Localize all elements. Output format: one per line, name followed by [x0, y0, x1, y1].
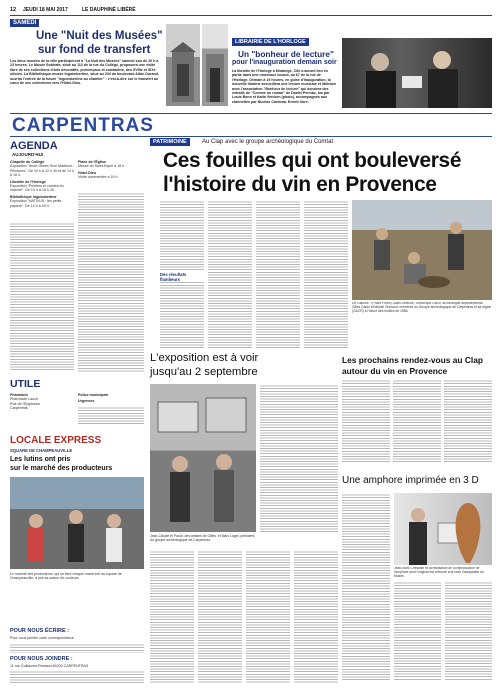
patrimoine-subhead: Des résultats flambeurs: [160, 272, 204, 282]
vin-promo: [342, 355, 492, 465]
excavation-photo: [352, 200, 492, 300]
vin-promo-col-3: [444, 379, 492, 463]
samedi-title-2: sur fond de transfert: [38, 44, 151, 56]
utile-item: Urgences: [78, 399, 95, 404]
patrimoine-column-3: [256, 200, 300, 348]
utile-text: [78, 406, 144, 424]
newspaper-name: LE DAUPHINÉ LIBÉRÉ: [82, 7, 136, 13]
utile-title: UTILE: [10, 378, 41, 390]
patrimoine-label: PATRIMOINE: [150, 138, 190, 146]
utile-item: Rue de l'Épiphanie: [10, 401, 41, 406]
utile-list-right: [78, 393, 144, 404]
vin-promo-col-2: [393, 379, 441, 463]
agenda-column: [10, 140, 145, 375]
amphore-col-1: [342, 493, 390, 681]
joindre-address: 11 rue Guillaume-Rostand 84200 CARPENTRAS: [10, 664, 89, 668]
librairie-title-2: pour l'inauguration demain soir: [232, 59, 337, 66]
city-name: CARPENTRAS: [12, 115, 154, 136]
ecrire-title: POUR NOUS ÉCRIRE :: [10, 628, 69, 634]
locale-express-headline-1: Les lutins ont pris: [10, 456, 71, 463]
expo-scene-drawing: [150, 384, 256, 532]
market-photo: [10, 477, 144, 569]
expo-col-3: [246, 550, 290, 684]
librairie-kicker: LIBRAIRIE DE L'HORLOGE: [232, 38, 309, 46]
joindre-title: POUR NOUS JOINDRE :: [10, 656, 73, 662]
museum-photo-1: [166, 24, 200, 106]
agenda-entry: Exposition "NATIVUS : les petits papiers". De 14 h à 18 h.: [10, 199, 62, 208]
librairie-lead: La librairie de l'Horloge à Mirabégé, Cité a auront lieu en partie dans une nouveaux locaux, au 67 de la rue de l'Horloge. Demain à 19 heures, en guise d'inauguration, la nouvelle librairie accueillera une lecture musicale et littéraire avec l'association "Bonheur de lecture" qui donnera des extraits de "Comme un roman" de Daniel Pennac, lus par Louis Bonn et Katia Vercken (photo), accompagnés aux clarinettes par Nicolas Cardona. Entrée libre.: [232, 69, 337, 104]
expo-title-2: jusqu'au 2 septembre: [150, 366, 258, 378]
agenda-list-right: [78, 160, 144, 180]
expo-text-right-top: [260, 384, 338, 532]
agenda-entry: Messe du Saint-Esprit à 18 h.: [78, 164, 126, 169]
ecrire-text: [10, 643, 144, 653]
agenda-entry: Visite commentée à 16 h.: [78, 175, 119, 180]
samedi-kicker: SAMEDI: [10, 19, 39, 27]
librairie-box: [232, 38, 340, 108]
librairie-title-1: Un "bonheur de lecture": [238, 49, 334, 59]
locale-express-title: LOCALE EXPRESS: [10, 435, 102, 446]
vin-promo-col-1: [342, 379, 390, 463]
locale-express-kicker: SQUARE DE CHAMPEAUVILLE: [10, 448, 73, 453]
market-caption: Le marché des producteurs, qui se tient chaque mardi soir au square de Champeauville, a pris sa saison de couleurs.: [10, 572, 122, 581]
museum-photo-2: [202, 24, 228, 106]
patrimoine-headline-2: l'histoire du vin en Provence: [163, 173, 437, 196]
samedi-lead: Les deux musées de la ville participeront à "La Nuit des Musées" samedi soir de 20 h à 23 heures. Le Musée Sobirats, situé au 112 de la rue du Collège, proposera une visite libre de ses collections d'arts décoratifs, provençaux et comtadins, des XVIIIe et XIXe siècles. La Bibliothèque-musée Inguimbertine, situé au 234 du boulevard Albin Durand, ouvrira l'entrée de la future "Inguimbertine au chantier" : c'est-à-dire sur le transfert au cœur de ses collections vers l'Hôtel-Dieu.: [10, 59, 159, 86]
amphore-col-3: [445, 581, 492, 681]
agenda-entry: Bibliothèque Inguimbertine: [10, 194, 57, 199]
market-scene-drawing: [10, 477, 144, 569]
reading-scene-drawing: [342, 38, 492, 108]
expo-col-1: [150, 550, 194, 684]
patrimoine-column-2: [208, 200, 252, 348]
amphore-caption: Jean-Marc Chevalier et la réalisation de la reproduction de l'amphore dont l'original est retrouvé à la cuve Gadapaotte au Musée.: [394, 567, 484, 578]
vin-promo-title-1: Les prochains rendez-vous au Clap: [342, 355, 484, 365]
ecrire-box: [10, 628, 145, 686]
agenda-text-left: [10, 222, 74, 372]
expo-article: [150, 352, 338, 686]
samedi-box: [10, 19, 162, 105]
agenda-entry: Librairie de l'Horloge: [10, 179, 46, 184]
patrimoine-article: [150, 138, 492, 348]
utile-box: [10, 378, 145, 426]
utile-item: Police municipale: [78, 393, 109, 397]
expo-caption: Jean-Claude et Paola, des artistes de Gilles, et Marc Laget, président du groupe archéologique de Carpentras.: [150, 534, 255, 542]
expo-col-4: [294, 550, 338, 684]
agenda-text-right: [78, 192, 144, 372]
utile-item: Pharmacie Lauzé: [10, 397, 38, 402]
excavation-scene-drawing: [352, 200, 492, 300]
locale-express: [10, 435, 145, 615]
museum-door-drawing: [202, 24, 228, 106]
ecrire-subtitle: Pour nous joindre votre correspondance: [10, 636, 74, 640]
museum-building-drawing: [166, 24, 200, 106]
patrimoine-column-4: [304, 200, 348, 348]
samedi-title-1: Une "Nuit des Musées": [36, 30, 163, 42]
expo-title-1: L'exposition est à voir: [150, 352, 259, 364]
agenda-entry: Exposition "Peintres et comtes du marché". De 15 h à 18 h 30.: [10, 184, 64, 193]
agenda-entry: Exposition "Anne-Gimes Sion Martinon : Peintures". De 10 h à 12 h 30 et de 14 h à 18 h.: [10, 164, 75, 178]
page-date: JEUDI 18 MAI 2017: [23, 7, 68, 13]
amphore-title: Une amphore imprimée en 3 D: [342, 475, 479, 486]
amphore-scene-drawing: [394, 493, 492, 565]
agenda-title: AGENDA: [10, 140, 58, 152]
patrimoine-headline-1: Ces fouilles qui ont bouleversé: [163, 149, 462, 172]
agenda-list-left: [10, 160, 74, 208]
expo-photo: [150, 384, 256, 532]
page-number: 12: [10, 7, 17, 13]
amphore-article: [342, 475, 492, 686]
agenda-subtitle: AUJOURD'HUI: [12, 152, 44, 157]
vin-promo-title-2: autour du vin en Provence: [342, 366, 448, 376]
page-header: [10, 6, 492, 16]
agenda-entry: Hôtel-Dieu: [78, 170, 96, 175]
joindre-text: [10, 670, 144, 684]
locale-express-headline-2: sur le marché des producteurs: [10, 465, 113, 472]
city-banner: [10, 113, 492, 137]
utile-item: Carpentras: [10, 406, 28, 411]
amphore-photo: [394, 493, 492, 565]
agenda-entry: Chapelle du Collège: [10, 160, 45, 164]
amphore-col-2: [394, 581, 441, 681]
utile-item: Pharmacie: [10, 393, 29, 397]
agenda-entry: Place de l'Église: [78, 160, 107, 164]
expo-col-2: [198, 550, 242, 684]
utile-list-left: [10, 393, 72, 411]
excavation-caption: De Gauche : (Photo Perez). Alain Deleuze, Dominique Carru, archéologue départemental, Gilles Garini et Michel Grimaud, membres du Groupe archéologique de Carpentras et sa région (GACR) à l'heure des fouilles de 1986.: [352, 302, 492, 313]
reading-photo: [342, 38, 492, 108]
patrimoine-kicker: Au Clap avec le groupe archéologique du Comtat: [202, 139, 334, 145]
